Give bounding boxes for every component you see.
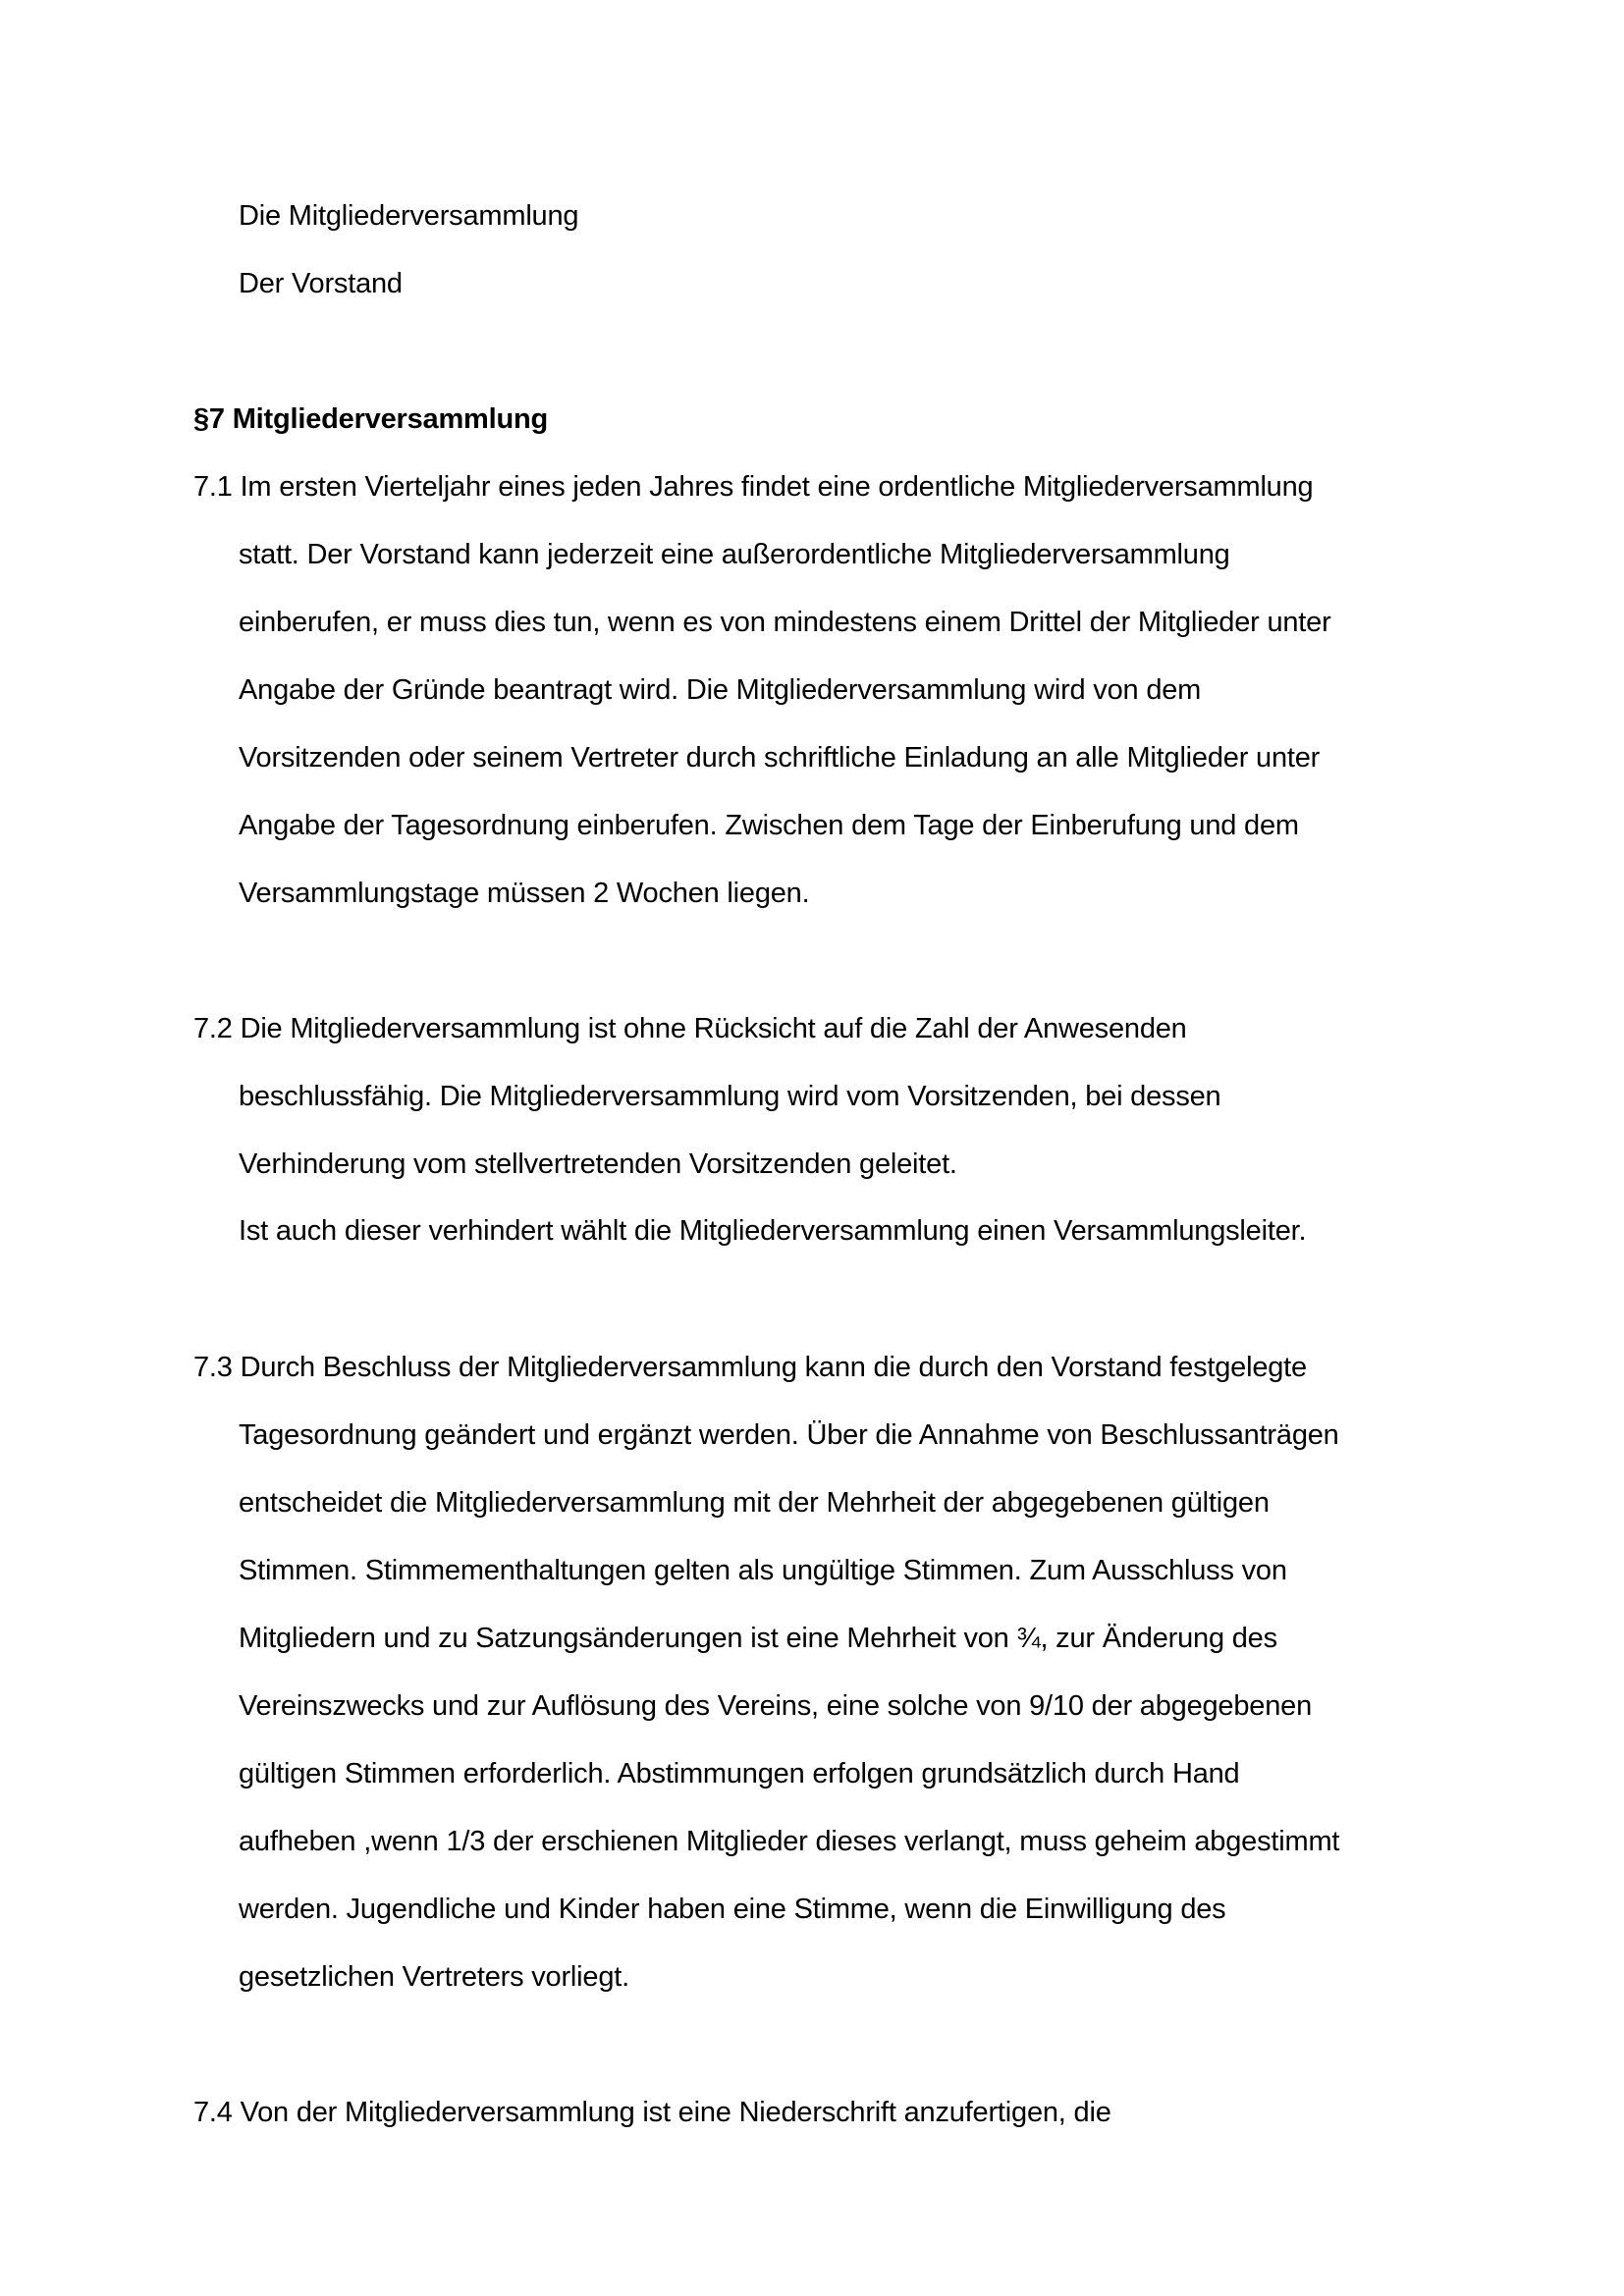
paragraph-line: Angabe der Gründe beantragt wird. Die Mitgliederversammlung wird von dem — [239, 674, 1202, 706]
paragraph-line: gesetzlichen Vertreters vorliegt. — [239, 1961, 629, 1993]
paragraph-line: beschlussfähig. Die Mitgliederversammlung wird vom Vorsitzenden, bei dessen — [239, 1081, 1221, 1112]
paragraph-line: Versammlungstage müssen 2 Wochen liegen. — [239, 878, 810, 909]
paragraph-line: 7.4 Von der Mitgliederversammlung ist eine Niederschrift anzufertigen, die — [193, 2097, 1111, 2128]
paragraph-line: 7.3 Durch Beschluss der Mitgliederversammlung kann die durch den Vorstand festgelegte — [193, 1352, 1307, 1383]
paragraph-line: Angabe der Tagesordnung einberufen. Zwischen dem Tage der Einberufung und dem — [239, 810, 1299, 841]
paragraph-line: 7.2 Die Mitgliederversammlung ist ohne Rücksicht auf die Zahl der Anwesenden — [193, 1013, 1187, 1044]
paragraph-line: werden. Jugendliche und Kinder haben eine Stimme, wenn die Einwilligung des — [239, 1894, 1226, 1925]
paragraph-line: entscheidet die Mitgliederversammlung mit der Mehrheit der abgegebenen gültigen — [239, 1487, 1270, 1519]
organ-list-item: Die Mitgliederversammlung — [239, 200, 579, 232]
paragraph-line: statt. Der Vorstand kann jederzeit eine außerordentliche Mitgliederversammlung — [239, 539, 1230, 570]
paragraph-line: aufheben ,wenn 1/3 der erschienen Mitglieder dieses verlangt, muss geheim abgestimmt — [239, 1826, 1340, 1857]
organ-list-item: Der Vorstand — [239, 268, 403, 299]
paragraph-line: Verhinderung vom stellvertretenden Vorsitzenden geleitet. — [239, 1148, 957, 1180]
paragraph-line: 7.1 Im ersten Vierteljahr eines jeden Jahres findet eine ordentliche Mitgliederversammlung — [193, 471, 1314, 503]
paragraph-line: Mitgliedern und zu Satzungsänderungen ist eine Mehrheit von ¾, zur Änderung des — [239, 1623, 1277, 1654]
paragraph-line: Vereinszwecks und zur Auflösung des Vereins, eine solche von 9/10 der abgegebenen — [239, 1690, 1313, 1722]
paragraph-line: Tagesordnung geändert und ergänzt werden. Über die Annahme von Beschlussanträgen — [239, 1419, 1339, 1451]
paragraph-line: Ist auch dieser verhindert wählt die Mitgliederversammlung einen Versammlungsleiter. — [239, 1215, 1307, 1247]
paragraph-line: gültigen Stimmen erforderlich. Abstimmungen erfolgen grundsätzlich durch Hand — [239, 1758, 1240, 1789]
paragraph-line: einberufen, er muss dies tun, wenn es von mindestens einem Drittel der Mitglieder unter — [239, 607, 1331, 638]
paragraph-line: Stimmen. Stimmementhaltungen gelten als ungültige Stimmen. Zum Ausschluss von — [239, 1555, 1287, 1586]
paragraph-line: Vorsitzenden oder seinem Vertreter durch schriftliche Einladung an alle Mitglieder unter — [239, 742, 1321, 774]
section-heading: §7 Mitgliederversammlung — [193, 403, 549, 435]
